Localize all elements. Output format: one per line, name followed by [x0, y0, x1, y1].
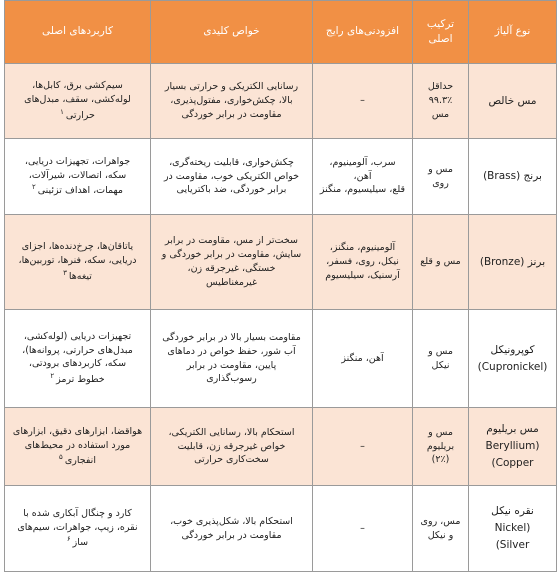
alloy-name-cell: مس بریلیوم (Beryllium Copper)	[469, 408, 557, 486]
table-row	[5, 310, 557, 408]
applications-cell: جواهرات، تجهیزات دریایی، سکه، اتصالات، شیرآلات، مهمات، اهداف تزئینی$^۲$	[5, 139, 151, 215]
properties-cell: مقاومت بسیار بالا در برابر خوردگی آب شور، حفظ خواص در دماهای پایین، مقاومت در برابر رسوب‌گذاری	[151, 310, 313, 408]
table-row	[5, 215, 557, 310]
footnote-marker: ۳	[63, 268, 67, 277]
applications-cell: سیم‌کشی برق، کابل‌ها، لوله‌کشی، سقف، مبدل‌های حرارتی$^۱$	[5, 64, 151, 139]
composition-cell: مس و بریلیوم (۲٪)	[413, 408, 469, 486]
additives-cell: –	[313, 486, 413, 572]
additives-cell: آلومینیوم، منگنز، نیکل، روی، فسفر، آرسنیک، سیلیسیوم	[313, 215, 413, 310]
copper-alloys-table	[4, 0, 557, 572]
header-properties: خواص کلیدی	[151, 1, 313, 64]
composition-cell: حداقل ۹۹.۳٪ مس	[413, 64, 469, 139]
applications-cell: هواقضا، ابزارهای دقیق، ابزارهای مورد استفاده در محیط‌های انفجاری$^۵$	[5, 408, 151, 486]
applications-cell: کارد و چنگال آبکاری شده با نقره، زیپ، جواهرات، سیم‌های ساز$^۶$	[5, 486, 151, 572]
composition-cell: مس و قلع	[413, 215, 469, 310]
properties-cell: چکش‌خواری، قابلیت ریخته‌گری، خواص الکتریکی خوب، مقاومت در برابر خوردگی، ضد باکتریایی	[151, 139, 313, 215]
footnote-marker: ۲	[32, 183, 36, 192]
footnote-marker: ۵	[59, 453, 63, 462]
composition-cell: مس و نیکل	[413, 310, 469, 408]
alloy-name-cell: نقره نیکل (Nickel Silver)	[469, 486, 557, 572]
header-additives: افزودنی‌های رایج	[313, 1, 413, 64]
alloy-name-cell: برنج (Brass)	[469, 139, 557, 215]
footnote-marker: ۶	[66, 535, 71, 544]
additives-cell: سرب، آلومینیوم، آهن، قلع، سیلیسیوم، منگنز	[313, 139, 413, 215]
additives-cell: –	[313, 408, 413, 486]
table-row	[5, 139, 557, 215]
header-applications: کاربردهای اصلی	[5, 1, 151, 64]
properties-cell: استحکام بالا، رسانایی الکتریکی، خواص غیرجرقه زن، قابلیت سخت‌کاری حرارتی	[151, 408, 313, 486]
applications-cell: تجهیزات دریایی (لوله‌کشی، مبدل‌های حرارتی، پروانه‌ها)، سکه، کاربردهای برودتی، خطوط ترمز$^۲$	[5, 310, 151, 408]
properties-cell: رسانایی الکتریکی و حرارتی بسیار بالا، چکش‌خواری، مفتول‌پذیری، مقاومت در برابر خوردگی	[151, 64, 313, 139]
composition-cell: مس، روی و نیکل	[413, 486, 469, 572]
header-alloy-type: نوع آلیاژ	[469, 1, 557, 64]
header-composition: ترکیب اصلی	[413, 1, 469, 64]
additives-cell: آهن، منگنز	[313, 310, 413, 408]
alloy-name-cell: مس خالص	[469, 64, 557, 139]
alloy-name-cell: کوپرونیکل (Cupronickel)	[469, 310, 557, 408]
table-row	[5, 486, 557, 572]
properties-cell: استحکام بالا، شکل‌پذیری خوب، مقاومت در برابر خوردگی	[151, 486, 313, 572]
alloy-name-cell: برنز (Bronze)	[469, 215, 557, 310]
header-row	[5, 1, 557, 64]
composition-cell: مس و روی	[413, 139, 469, 215]
properties-cell: سخت‌تر از مس، مقاومت در برابر سایش، مقاومت در برابر خوردگی و خستگی، غیرجرقه زن، غیرمغناطیس	[151, 215, 313, 310]
applications-cell: یاتاقان‌ها، چرخ‌دنده‌ها، اجزای دریایی، سکه، فنرها، توربین‌ها، تیغه‌ها$^۳$	[5, 215, 151, 310]
table-row	[5, 64, 557, 139]
additives-cell: –	[313, 64, 413, 139]
footnote-marker: ۲	[50, 372, 55, 381]
footnote-marker: ۱	[60, 107, 64, 116]
table-row	[5, 408, 557, 486]
